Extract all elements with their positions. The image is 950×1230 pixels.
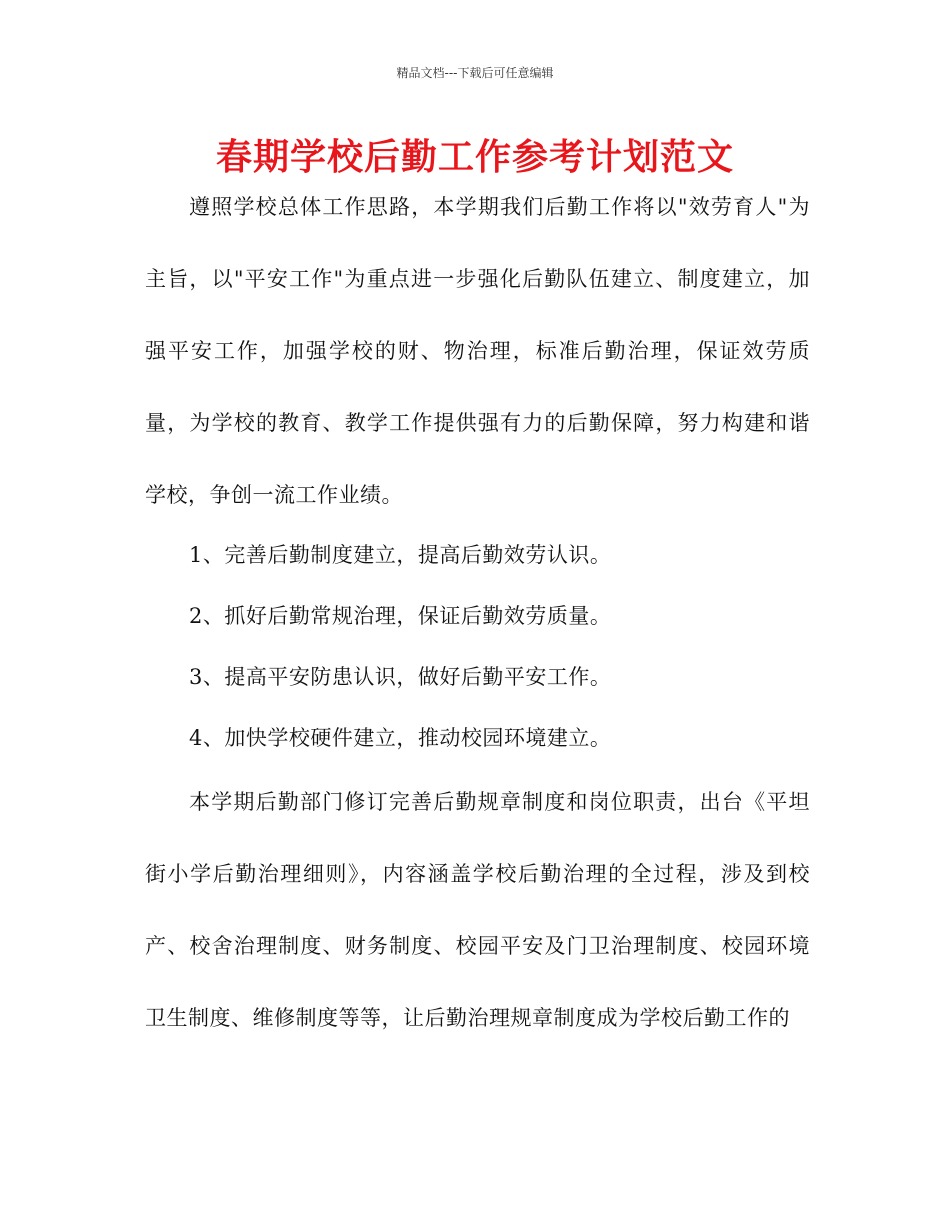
- header-note: 精品文档---下载后可任意编辑: [396, 66, 554, 80]
- intro-paragraph: 遵照学校总体工作思路，本学期我们后勤工作将以"效劳育人"为主旨，以"平安工作"为重点进一步强化后勤队伍建立、制度建立，加强平安工作，加强学校的财、物治理，标准后勤治理，保证效劳质量，为学校的教育、教学工作提供强有力的后勤保障，努力构建和谐学校，争创一流工作业绩。: [145, 195, 810, 507]
- list-item: 2、抓好后勤常规治理，保证后勤效劳质量。: [189, 604, 612, 628]
- list-item: 3、提高平安防患认识，做好后勤平安工作。: [189, 665, 612, 689]
- document-title: 春期学校后勤工作参考计划范文: [215, 137, 734, 178]
- list-item: 1、完善后勤制度建立，提高后勤效劳认识。: [189, 543, 612, 567]
- regulations-paragraph: 本学期后勤部门修订完善后勤规章制度和岗位职责，出台《平坦街小学后勤治理细则》，内容涵盖学校后勤治理的全过程，涉及到校产、校舍治理制度、财务制度、校园平安及门卫治理制度、校园环境卫生制度、维修制度等等，让后勤治理规章制度成为学校后勤工作的: [145, 790, 810, 1030]
- list-item: 4、加快学校硬件建立，推动校园环境建立。: [189, 726, 612, 750]
- goal-list: [189, 525, 809, 769]
